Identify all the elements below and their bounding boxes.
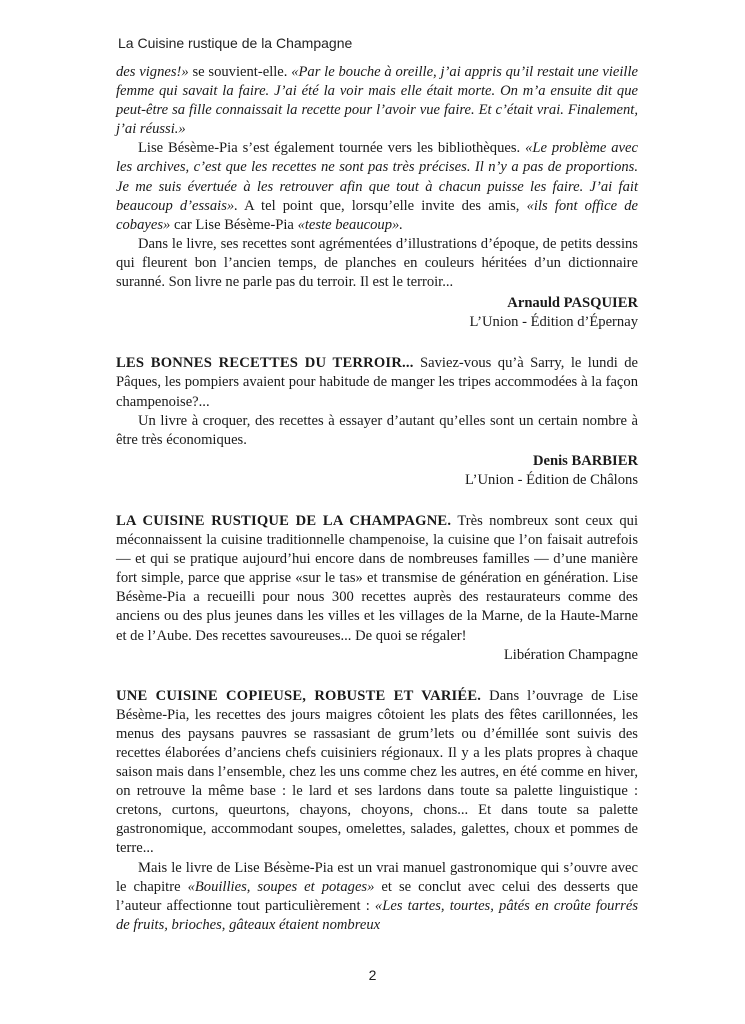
article1-author: Arnauld PASQUIER [507,295,638,312]
text-run: Saviez-vous qu’à Sarry, le lundi de Pâques, les pompiers avaient pour habitude de manger les tripes accommodées à la façon champenoise?... [116,355,638,410]
text-run: Lise Bésème-Pia s’est également tournée vers les bibliothèques. [138,140,526,157]
article1-illustrations-paragraph [116,235,638,292]
text-run: Mais le livre de Lise Bésème-Pia est un vrai manuel gastronomique qui s’ouvre avec le chapitre [116,859,638,895]
article3-headline: LA CUISINE RUSTIQUE DE LA CHAMPAGNE. [116,512,452,529]
article3-lead-paragraph [116,512,638,646]
article3-publication: Libération Champagne [503,646,638,663]
text-run: Un livre à croquer, des recettes à essayer d’autant qu’elles sont un certain nombre à être très économiques. [116,412,638,448]
article2-lead-paragraph [116,354,638,411]
page-number: 2 [368,967,377,983]
article4-lead-paragraph [116,687,638,859]
italic-text-run: des vignes!» [116,64,189,80]
running-title: La Cuisine rustique de la Champagne [118,35,353,51]
italic-text-run: «teste beaucoup». [297,216,403,233]
text-run: car Lise Bésème-Pia [170,216,298,233]
article4-lead-text [116,688,638,857]
article1-library-paragraph [116,139,638,234]
article1-publication: L’Union - Édition d’Épernay [469,314,638,331]
italic-text-run: «Les tartes, tourtes, pâtés en croûte fourrés de fruits, brioches, gâteaux étaient nombreux [116,897,638,933]
article4-headline: UNE CUISINE COPIEUSE, ROBUSTE ET VARIÉE. [116,687,482,704]
article3-lead-text [116,513,638,644]
article4 [116,687,638,935]
text-run: et se conclut avec celui des desserts que l’auteur affectionne tout particulièrement : [116,878,638,914]
text-run: Très nombreux sont ceux qui méconnaissent la cuisine traditionnelle champenoise, la cuisine que l’on faisait autrefois — et qui se pratique aujourd’hui encore dans de nombreuses familles — d’une manière fort simple, parce que apprise «sur le tas» et transmise de génération en génération. Lise Bésème-Pia a recueilli pour nous 300 recettes auprès des restaurateurs comme des anciens ou des plus jeunes dans les villes et les villages de la Marne, de la Haute-Marne et de l’Aube. Des recettes savoureuses... De quoi se régaler! [116,512,638,644]
article4-manual-paragraph [116,859,638,935]
text-run: se souvient-elle. [188,64,292,80]
article2-author: Denis BARBIER [532,452,638,469]
article2-body-paragraph [116,412,638,450]
italic-text-run: «Par le bouche à oreille, j’ai appris qu’il restait une vieille femme qui savait la faire. J’ai été la voir mais elle était morte. On m’a ensuite dit que peut-être sa fille connaissait la recette pour l’avoir vue faire. Et c’était vrai. Finalement, j’ai réussi.» [116,64,638,138]
article2-headline: LES BONNES RECETTES DU TERROIR... [116,355,414,372]
text-run: Dans le livre, ses recettes sont agrémentées d’illustrations d’époque, de petits dessins qui fleurent bon l’ancien temps, de planches en couleurs héritées d’un dictionnaire suranné. Son livre ne parle pas du terroir. Il est le terroir... [116,235,638,291]
text-run: A tel point que, lorsqu’elle invite des amis, [237,197,527,214]
article2-publication: L’Union - Édition de Châlons [465,471,638,488]
text-run: Dans l’ouvrage de Lise Bésème-Pia, les recettes des jours maigres côtoient les plats des fêtes carillonnées, les menus des paysans pauvres se rassasiant de grum’lets ou d’émillée sont suivis des recettes élaborées d’anciens chefs cuisiniers régionaux. Il y a les plats propres à chaque saison mais dans l’ensemble, chez les uns comme chez les autres, en été comme en hiver, on retrouve la même base : le lard et ses lardons dans toute sa palette linguistique : cretons, curtons, queurtons, chayons, choyons, chons... Et dans toute sa palette gastronomique, accommodant soupes, omelettes, salades, galettes, choux et pommes de terre... [116,687,638,857]
article2 [116,354,638,490]
page-body [116,63,638,935]
italic-text-run: «Le problème avec les archives, c’est que les recettes ne sont pas très précises. Il n’y a pas de proportions. Je me suis évertuée à les retrouver afin que tout à chacun puisse les faire. J’ai fait beaucoup d’essais». [116,140,638,214]
article3 [116,512,638,665]
article1-quote-paragraph [116,63,638,139]
italic-text-run: «ils font office de cobayes» [116,197,638,233]
italic-text-run: «Bouillies, soupes et potages» [187,878,375,895]
